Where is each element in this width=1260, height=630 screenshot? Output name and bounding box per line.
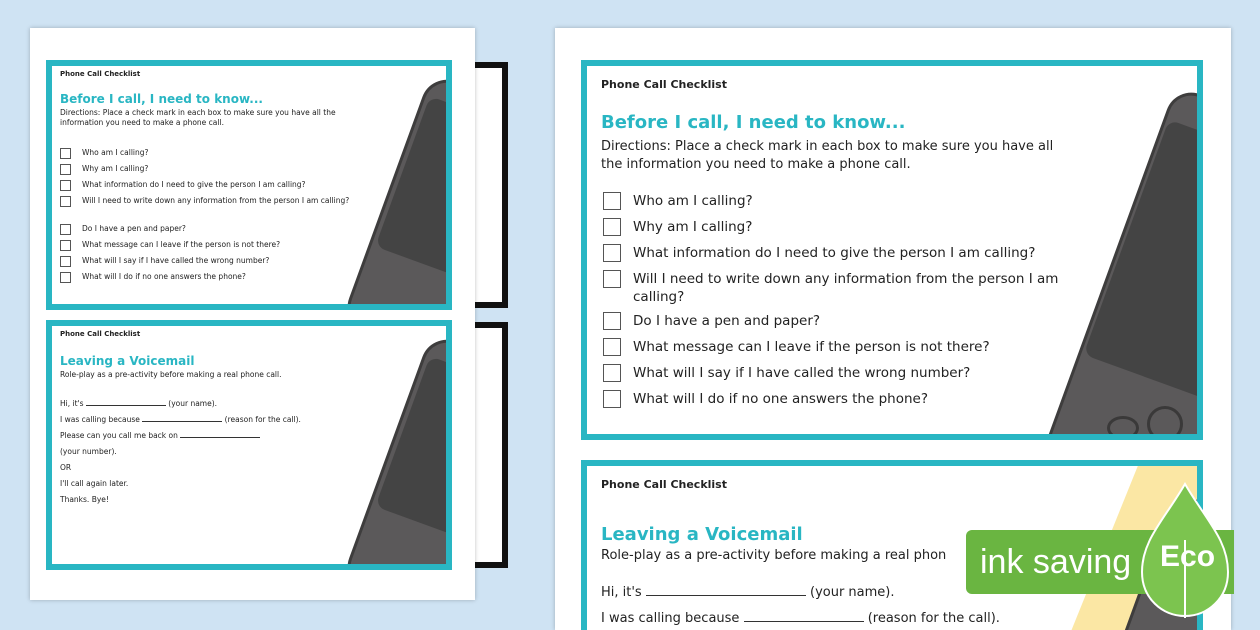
voicemail-script: Hi, it's (your name). I was calling because (reason for the call). Please can you call me back on (your number). OR I'll call again later. Thanks. Bye! — [60, 399, 301, 504]
card-title: Phone Call Checklist — [601, 78, 727, 91]
list-item: What will I do if no one answers the phone? — [60, 272, 360, 288]
checklist — [60, 148, 360, 288]
card-title: Phone Call Checklist — [60, 330, 141, 338]
list-item: Do I have a pen and paper? — [603, 312, 1073, 338]
checkbox[interactable] — [603, 312, 621, 330]
checkbox[interactable] — [603, 270, 621, 288]
card-heading: Before I call, I need to know... — [60, 92, 263, 106]
list-item: Will I need to write down any information from the person I am calling? — [603, 270, 1073, 312]
card-subheading: Role-play as a pre-activity before making a real phone call. — [60, 370, 282, 379]
card-title: Phone Call Checklist — [601, 478, 727, 491]
checklist — [603, 192, 1073, 416]
list-item: What will I say if I have called the wrong number? — [60, 256, 360, 272]
card-heading: Leaving a Voicemail — [60, 354, 195, 368]
left-page — [30, 28, 475, 600]
checkbox[interactable] — [603, 364, 621, 382]
checkbox[interactable] — [60, 164, 71, 175]
list-item: What information do I need to give the person I am calling? — [60, 180, 360, 196]
card-heading: Leaving a Voicemail — [601, 524, 803, 545]
checkbox[interactable] — [60, 256, 71, 267]
checkbox[interactable] — [603, 244, 621, 262]
ink-saving-text: ink saving — [980, 542, 1132, 581]
checkbox[interactable] — [60, 224, 71, 235]
checkbox[interactable] — [60, 180, 71, 191]
list-item: What will I say if I have called the wrong number? — [603, 364, 1073, 390]
eco-label: Eco — [1160, 540, 1216, 573]
checkbox[interactable] — [60, 148, 71, 159]
list-item: What information do I need to give the person I am calling? — [603, 244, 1073, 270]
list-item: Will I need to write down any information from the person I am calling? — [60, 196, 360, 224]
list-item: Do I have a pen and paper? — [60, 224, 360, 240]
list-item: Why am I calling? — [60, 164, 360, 180]
checkbox[interactable] — [603, 338, 621, 356]
checkbox[interactable] — [603, 192, 621, 210]
checkbox[interactable] — [603, 218, 621, 236]
checkbox[interactable] — [603, 390, 621, 408]
checkbox[interactable] — [60, 196, 71, 207]
card-title: Phone Call Checklist — [60, 70, 141, 78]
voicemail-script: Hi, it's (your name). I was calling because (reason for the call). — [601, 585, 1000, 626]
right-checklist-card — [581, 60, 1203, 440]
list-item: What will I do if no one answers the phone? — [603, 390, 1073, 416]
left-voicemail-card — [46, 320, 452, 570]
card-heading: Before I call, I need to know... — [601, 112, 906, 133]
left-checklist-card — [46, 60, 452, 310]
list-item: Who am I calling? — [60, 148, 360, 164]
checkbox[interactable] — [60, 272, 71, 283]
card-subheading: Role-play as a pre-activity before making a real phon — [601, 548, 947, 563]
list-item: What message can I leave if the person is not there? — [603, 338, 1073, 364]
list-item: What message can I leave if the person is not there? — [60, 240, 360, 256]
list-item: Why am I calling? — [603, 218, 1073, 244]
phone-illustration — [342, 346, 452, 570]
list-item: Who am I calling? — [603, 192, 1073, 218]
card-directions: Directions: Place a check mark in each box to make sure you have all the information you need to make a phone call. — [60, 108, 336, 127]
checkbox[interactable] — [60, 240, 71, 251]
card-directions: Directions: Place a check mark in each box to make sure you have all the information you need to make a phone call. — [601, 139, 1054, 172]
